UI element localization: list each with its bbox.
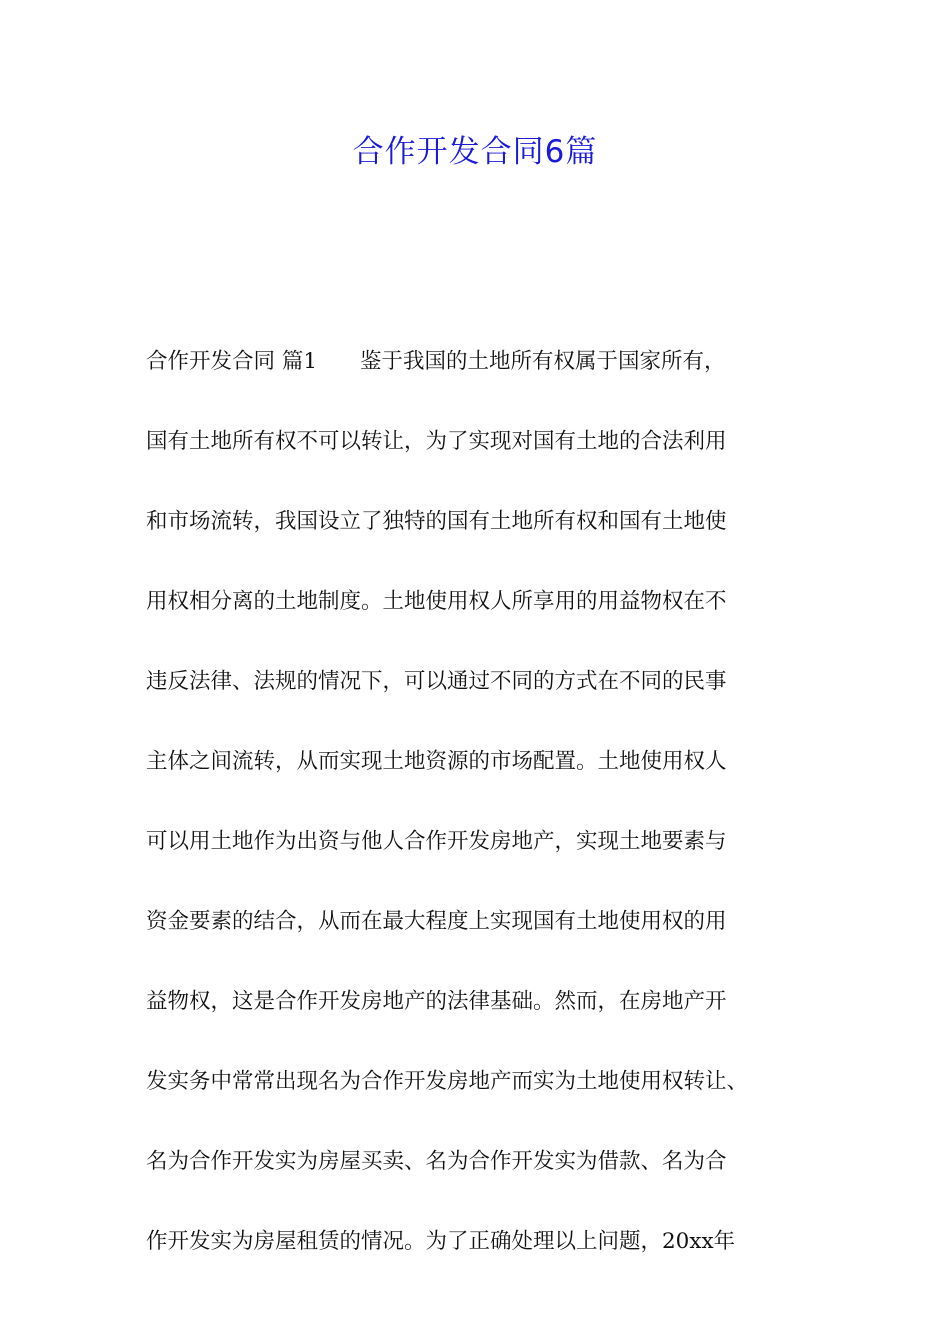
body-line: 发实务中常常出现名为合作开发房地产而实为土地使用权转让、 bbox=[146, 1069, 749, 1094]
body-line: 用权相分离的土地制度。土地使用权人所享用的用益物权在不 bbox=[146, 589, 727, 614]
body-line: 国有土地所有权不可以转让，为了实现对国有土地的合法利用 bbox=[146, 429, 727, 454]
body-line: 名为合作开发实为房屋买卖、名为合作开发实为借款、名为合 bbox=[146, 1149, 727, 1174]
body-line: 作开发实为房屋租赁的情况。为了正确处理以上问题，20xx年 bbox=[146, 1229, 736, 1254]
body-line: 资金要素的结合，从而在最大程度上实现国有土地使用权的用 bbox=[146, 909, 727, 934]
body-line: 和市场流转，我国设立了独特的国有土地所有权和国有土地使 bbox=[146, 509, 727, 534]
body-line: 益物权，这是合作开发房地产的法律基础。然而，在房地产开 bbox=[146, 989, 727, 1014]
body-line: 违反法律、法规的情况下，可以通过不同的方式在不同的民事 bbox=[146, 669, 727, 694]
body-line: 合作开发合同 篇1 鉴于我国的土地所有权属于国家所有， bbox=[146, 349, 726, 374]
document-body bbox=[146, 336, 836, 1296]
body-line: 可以用土地作为出资与他人合作开发房地产，实现土地要素与 bbox=[146, 829, 727, 854]
body-line: 主体之间流转，从而实现土地资源的市场配置。土地使用权人 bbox=[146, 749, 727, 774]
document-title: 合作开发合同6篇 bbox=[352, 134, 598, 170]
